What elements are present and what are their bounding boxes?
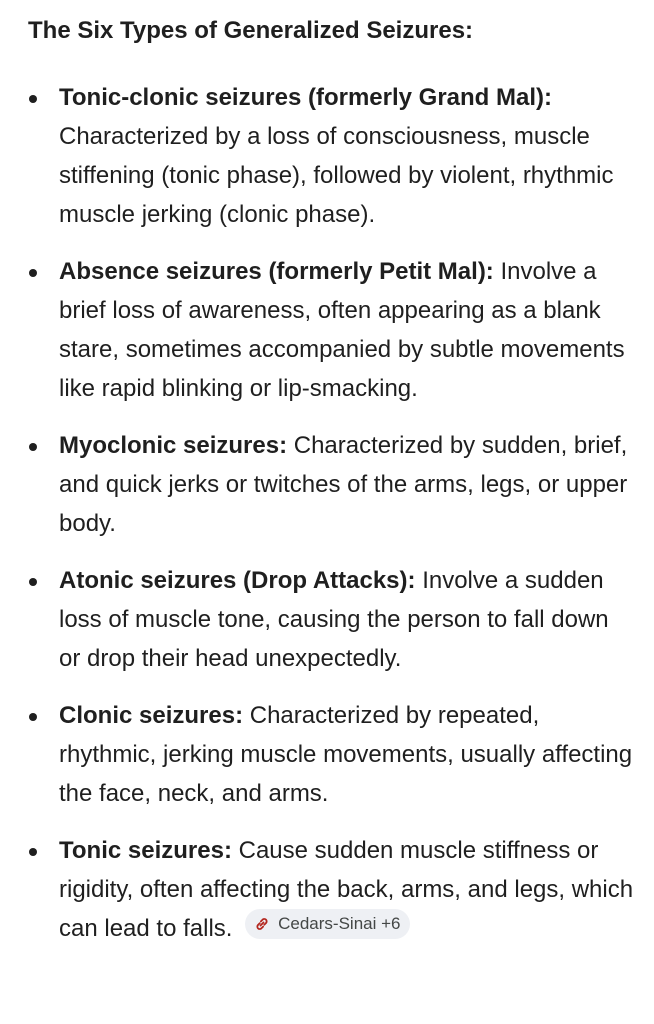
item-term: Absence seizures (formerly Petit Mal):: [59, 258, 501, 285]
section-heading: The Six Types of Generalized Seizures:: [28, 17, 474, 44]
bullet-icon: [29, 713, 37, 721]
seizure-types-list: [28, 78, 634, 948]
item-term: Clonic seizures:: [59, 702, 250, 729]
item-term: Myoclonic seizures:: [59, 432, 294, 459]
item-description: Characterized by repeated, rhythmic, jerking muscle movements, usually affecting the face, neck, and arms.: [59, 702, 633, 807]
bullet-icon: [29, 848, 37, 856]
list-item: [28, 426, 634, 543]
bullet-icon: [29, 443, 37, 451]
bullet-icon: [29, 269, 37, 277]
item-description: Cause sudden muscle stiffness or rigidity, often affecting the back, arms, and legs, which can lead to falls.: [59, 837, 634, 942]
link-icon: [253, 915, 271, 933]
list-item: [28, 831, 634, 948]
list-item: [28, 561, 634, 678]
item-description: Characterized by a loss of consciousness, muscle stiffening (tonic phase), followed by violent, rhythmic muscle jerking (clonic phase).: [59, 123, 614, 228]
list-item: [28, 696, 634, 813]
item-term: Tonic seizures:: [59, 837, 239, 864]
item-term: Tonic-clonic seizures (formerly Grand Mal):: [59, 84, 552, 111]
item-term: Atonic seizures (Drop Attacks):: [59, 567, 423, 594]
item-description: Characterized by sudden, brief, and quick jerks or twitches of the arms, legs, or upper body.: [59, 432, 628, 537]
list-item: [28, 252, 634, 408]
bullet-icon: [29, 95, 37, 103]
item-description: Involve a sudden loss of muscle tone, causing the person to fall down or drop their head unexpectedly.: [59, 567, 609, 672]
bullet-icon: [29, 578, 37, 586]
list-item: [28, 78, 634, 234]
source-chip-label: Cedars-Sinai +6: [278, 914, 401, 933]
source-citation-chip[interactable]: [245, 909, 410, 939]
item-description: Involve a brief loss of awareness, often appearing as a blank stare, sometimes accompanied by subtle movements like rapid blinking or lip-smacking.: [59, 258, 625, 402]
